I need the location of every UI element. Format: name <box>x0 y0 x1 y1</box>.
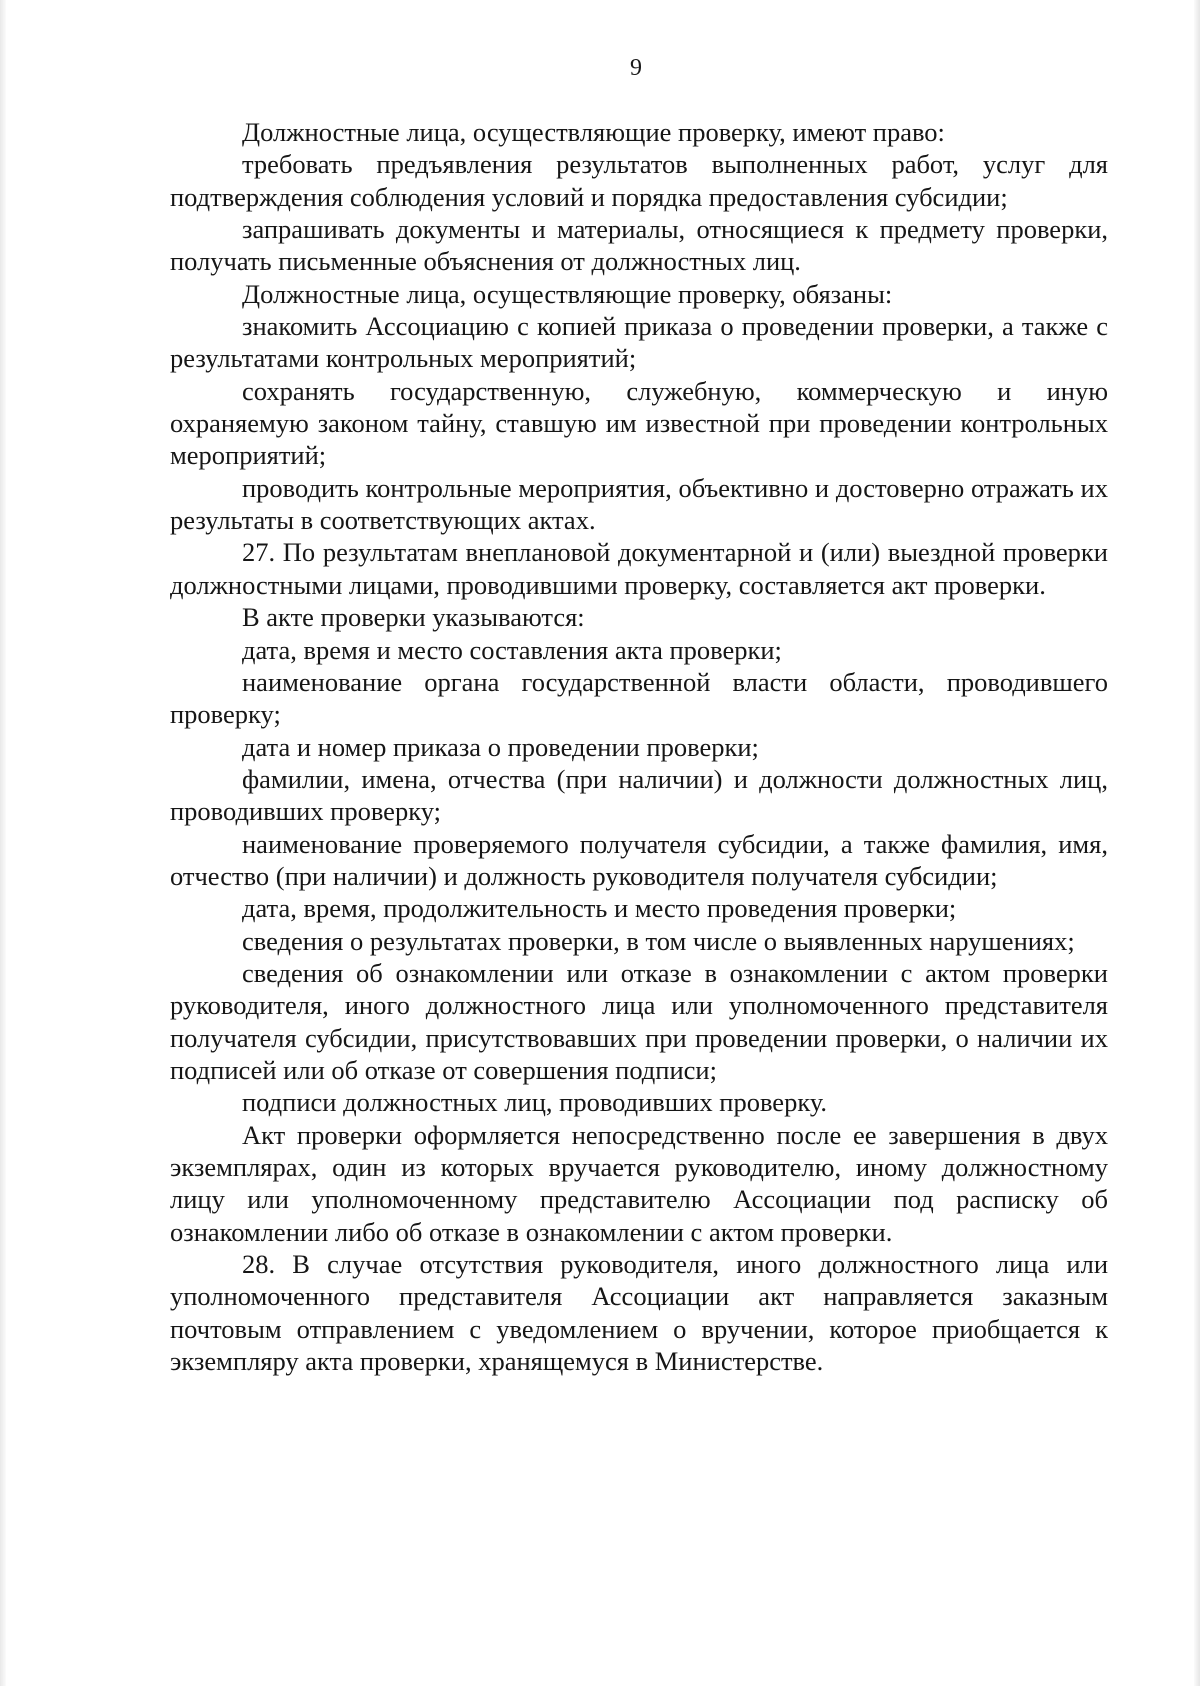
scan-edge-left <box>0 0 6 1686</box>
paragraph: подписи должностных лиц, проводивших проверку. <box>242 1087 828 1118</box>
paragraph: 28. В случае отсутствия руководителя, иного должностного лица или уполномоченного представителя Ассоциации акт направляется заказным почтовым отправлением с уведомлением о вручении, которое приобщается к экземпляру акта проверки, хранящемуся в Министерстве. <box>170 1249 1108 1377</box>
page-number: 9 <box>630 55 642 81</box>
paragraph: Должностные лица, осуществляющие проверку, обязаны: <box>242 278 893 309</box>
paragraph: запрашивать документы и материалы, относящиеся к предмету проверки, получать письменные объяснения от должностных лиц. <box>170 214 1108 277</box>
paragraph: дата, время и место составления акта проверки; <box>242 634 782 665</box>
paragraph: сохранять государственную, служебную, коммерческую и иную охраняемую законом тайну, ставшую им известной при проведении контрольных мероприятий; <box>170 375 1108 471</box>
paragraph: знакомить Ассоциацию с копией приказа о проведении проверки, а также с результатами контрольных мероприятий; <box>170 311 1108 374</box>
scan-edge-right <box>1194 0 1200 1686</box>
paragraph: проводить контрольные мероприятия, объективно и достоверно отражать их результаты в соответствующих актах. <box>170 472 1108 536</box>
paragraph: Акт проверки оформляется непосредственно после ее завершения в двух экземплярах, один из которых вручается руководителю, иному должностному лицу или уполномоченному представителю Ассоциации под расписку об ознакомлении либо об отказе в ознакомлении с актом проверки. <box>170 1119 1108 1247</box>
paragraph: фамилии, имена, отчества (при наличии) и должности должностных лиц, проводивших проверку; <box>170 763 1108 827</box>
paragraph: требовать предъявления результатов выполненных работ, услуг для подтверждения соблюдения условий и порядка предоставления субсидии; <box>170 149 1108 212</box>
paragraph: В акте проверки указываются: <box>242 602 585 633</box>
paragraph: наименование органа государственной власти области, проводившего проверку; <box>170 666 1108 730</box>
paragraph: дата, время, продолжительность и место проведения проверки; <box>242 893 957 924</box>
document-body <box>170 116 1108 1377</box>
paragraph: дата и номер приказа о проведении проверки; <box>242 731 759 762</box>
paragraph: сведения об ознакомлении или отказе в ознакомлении с актом проверки руководителя, иного должностного лица или уполномоченного представителя получателя субсидии, присутствовавших при проведении проверки, о наличии их подписей или об отказе от совершения подписи; <box>170 957 1108 1085</box>
paragraph: Должностные лица, осуществляющие проверку, имеют право: <box>242 117 945 147</box>
paragraph: наименование проверяемого получателя субсидии, а также фамилия, имя, отчество (при наличии) и должность руководителя получателя субсидии; <box>170 828 1108 891</box>
paragraph: сведения о результатах проверки, в том числе о выявленных нарушениях; <box>242 925 1075 956</box>
paragraph: 27. По результатам внеплановой документарной и (или) выездной проверки должностными лицами, проводившими проверку, составляется акт проверки. <box>170 537 1108 600</box>
